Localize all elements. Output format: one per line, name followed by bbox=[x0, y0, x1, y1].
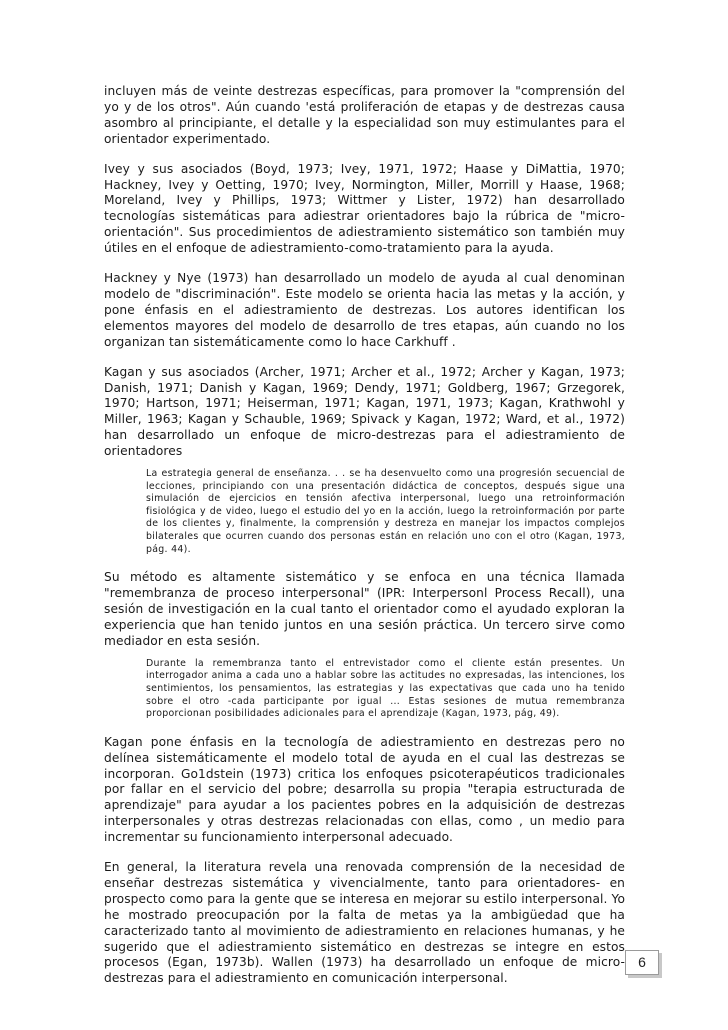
paragraph: incluyen más de veinte destrezas específicas, para promover la "comprensión del yo y de los otros". Aún cuando 'está proliferación de etapas y de destrezas causa asombro al principiante, el detalle y la especialidad son muy estimulantes para el orientador experimentado. bbox=[104, 84, 625, 146]
paragraph: En general, la literatura revela una renovada comprensión de la necesidad de enseñar destrezas sistemática y vivencialmente, tanto para orientadores- en prospecto como para la gente que se interesa en mejorar su estilo interpersonal. Yo he mostrado preocupación por la falta de metas ya la ambigüedad que ha caracterizado tanto al movimiento de adiestramiento en relaciones humanas, y he sugerido que el adiestramiento sistemático en destrezas se integre en estos procesos (Egan, 1973b). Wallen (1973) ha desarrollado un enfoque de micro-destrezas para el adiestramiento en comunicación interpersonal. bbox=[104, 860, 625, 986]
paragraph: Kagan y sus asociados (Archer, 1971; Archer et al., 1972; Archer y Kagan, 1973; Danish, 1971; Danish y Kagan, 1969; Dendy, 1971; Goldberg, 1967; Grzegorek, 1970; Hartson, 1971; Heiserman, 1971; Kagan, 1971, 1973; Kagan, Krathwohl y Miller, 1963; Kagan y Schauble, 1969; Spivack y Kagan, 1972; Ward, et al., 1972) han desarrollado un enfoque de micro-destrezas para el adiestramiento de orientadores bbox=[104, 364, 625, 459]
block-quote: La estrategia general de enseñanza. . . se ha desenvuelto como una progresión secuencial de lecciones, principiando con una presentación didáctica de conceptos, después sigue una simulación de ejercicios en tensión afectiva interpersonal, luego una retroinformación fisiológica y de video, luego el estudio del yo en la acción, luego la retroinformación por parte de los clientes y, finalmente, la comprensión y destreza en manejar los impactos complejos bilaterales que ocurren cuando dos personas están en relación uno con el otro (Kagan, 1973, pág. 44). bbox=[146, 468, 625, 555]
paragraph: Kagan pone énfasis en la tecnología de adiestramiento en destrezas pero no delínea sistemáticamente el modelo total de ayuda en el cual las destrezas se incorporan. Go1dstein (1973) critica los enfoques psicoterapéuticos tradicionales por fallar en el servicio del pobre; desarrolla su propia "terapia estructurada de aprendizaje" para ayudar a los pacientes pobres en la adquisición de destrezas interpersonales y otras destrezas relacionadas con ellas, como , un medio para incrementar su funcionamiento interpersonal adecuado. bbox=[104, 734, 625, 845]
page-number-box bbox=[625, 950, 659, 975]
paragraph: Hackney y Nye (1973) han desarrollado un modelo de ayuda al cual denominan modelo de "discriminación". Este modelo se orienta hacia las metas y la acción, y pone énfasis en el adiestramiento de destrezas. Los autores identifican los elementos mayores del modelo de desarrollo de tres etapas, aún cuando no los organizan tan sistemáticamente como lo hace Carkhuff . bbox=[104, 271, 625, 349]
page-number: 6 bbox=[638, 954, 646, 970]
block-quote: Durante la remembranza tanto el entrevistador como el cliente están presentes. Un interrogador anima a cada uno a hablar sobre las actitudes no expresadas, las intenciones, los sentimientos, los pensamientos, las estrategias y las expectativas que cada uno ha tenido sobre el otro -cada participante por igual ... Estas sesiones de mutua remembranza proporcionan posibilidades adicionales para el aprendizaje (Kagan, 1973, pág, 49). bbox=[146, 657, 625, 720]
paragraph: Su método es altamente sistemático y se enfoca en una técnica llamada "remembranza de proceso interpersonal" (IPR: Interpersonl Process Recall), una sesión de investigación en la cual tanto el orientador como el ayudado exploran la experiencia que han tenido juntos en una sesión práctica. Un tercero sirve como mediador en esta sesión. bbox=[104, 570, 625, 648]
paragraph: Ivey y sus asociados (Boyd, 1973; Ivey, 1971, 1972; Haase y DiMattia, 1970; Hackney, Ivey y Oetting, 1970; Ivey, Normington, Miller, Morrill y Haase, 1968; Moreland, Ivey y Phillips, 1973; Wittmer y Lister, 1972) han desarrollado tecnologías sistemáticas para adiestrar orientadores bajo la rúbrica de "micro-orientación". Sus procedimientos de adiestramiento sistemático son también muy útiles en el enfoque de adiestramiento-como-tratamiento para la ayuda. bbox=[104, 161, 625, 256]
document-body bbox=[104, 84, 625, 1001]
